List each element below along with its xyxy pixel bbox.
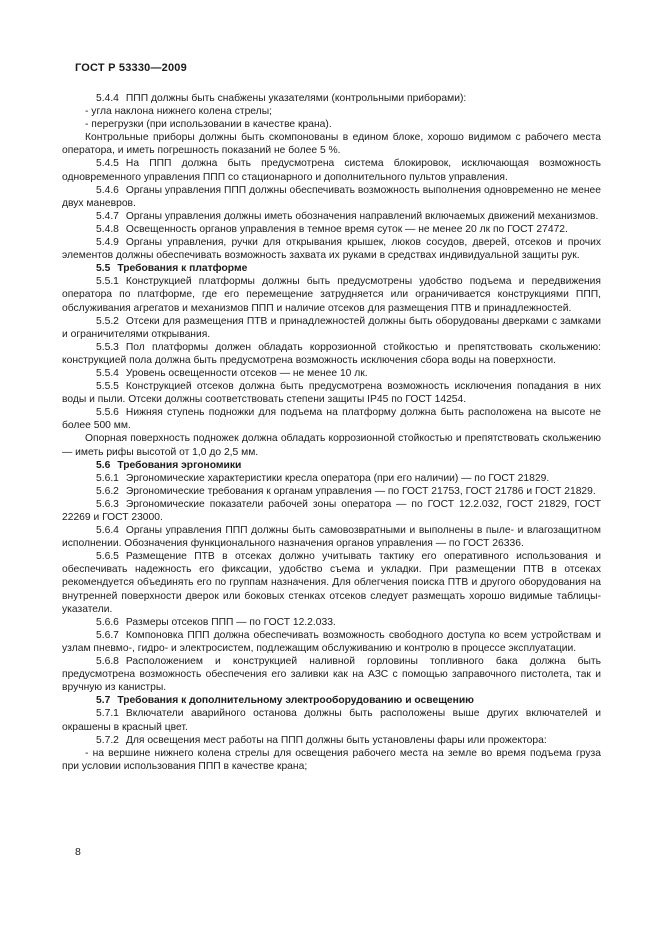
paragraph-text: Требования эргономики: [117, 459, 242, 471]
clause-number: 5.4.4: [96, 93, 119, 104]
paragraph-text: Требования к дополнительному электрооборудованию и освещению: [117, 695, 474, 707]
clause-number: 5.4.9: [96, 237, 119, 249]
paragraph: [62, 236, 601, 262]
clause-number: 5.6.3: [96, 498, 119, 510]
clause-number: 5.6: [96, 459, 111, 471]
paragraph-text: Размещение ПТВ в отсеках должно учитывать тактику его оперативного использования и обеспечивать надежность его фиксации, удобство съема и укладки. При размещении ПТВ в отсеках рекомендуется объединять его по группам назначения. Для облегчения поиска ПТВ и другого оборудования на внутренней поверхности дверок или боковых стенках отсеков следует размещать хорошо видимые таблицы-указатели.: [62, 551, 601, 615]
paragraph-text: Пол платформы должен обладать коррозионной стойкостью и препятствовать скольжению: конструкцией пола должна быть предусмотрена возможность исключения сбора воды на поверхности.: [62, 341, 601, 366]
paragraph: [62, 367, 601, 380]
paragraph-text: Размеры отсеков ППП — по ГОСТ 12.2.033.: [125, 616, 336, 628]
paragraph-text: Конструкцией платформы должны быть предусмотрены удобство подъема и передвижения оператора по платформе, где его перемещение затрудняется или ограничивается конструкциями ППП, обслуживания агрегатов и механизмов ППП и наличие отсеков для размещения ПТВ и принадлежностей.: [62, 276, 601, 314]
paragraph: [62, 105, 601, 118]
paragraph: [62, 655, 601, 694]
clause-number: 5.6.4: [96, 525, 119, 537]
paragraph: [62, 616, 601, 629]
document-body: [62, 92, 601, 773]
paragraph: [62, 485, 601, 498]
paragraph-text: Уровень освещенности отсеков — не менее 10 лк.: [125, 367, 368, 379]
clause-number: 5.6.1: [96, 472, 119, 484]
section-heading: [62, 459, 601, 472]
paragraph-text: Органы управления ППП должны обеспечивать возможность выполнения одновременно не менее двух маневров.: [62, 184, 601, 209]
clause-number: 5.7.1: [96, 708, 119, 720]
paragraph-text: Включатели аварийного останова должны быть расположены выше других включателей и окрашены в красный цвет.: [62, 708, 601, 733]
paragraph: [62, 629, 601, 655]
paragraph: [62, 432, 601, 458]
clause-number: 5.4.8: [96, 223, 119, 235]
paragraph-text: Органы управления ППП должны быть самовозвратными и выполнены в пыле- и влагозащитном исполнении. Обозначения функционального назначения органов управления — по ГОСТ 26336.: [62, 525, 601, 550]
paragraph-text: На ППП должна быть предусмотрена система блокировок, исключающая возможность одновременного управления ППП со стационарного и дополнительного пультов управления.: [62, 158, 601, 183]
clause-number: 5.4.7: [96, 210, 119, 222]
clause-number: 5.4.5: [96, 158, 119, 170]
clause-number: 5.5.6: [96, 407, 119, 419]
paragraph: [62, 275, 601, 314]
section-heading: [62, 262, 601, 275]
paragraph-text: - перегрузки (при использовании в качестве крана).: [85, 119, 332, 131]
clause-number: 5.6.5: [96, 551, 119, 563]
document-header: ГОСТ Р 53330—2009: [75, 62, 187, 74]
clause-number: 5.7.2: [96, 734, 119, 746]
paragraph-text: ППП должны быть снабжены указателями (контрольными приборами):: [125, 93, 467, 104]
clause-number: 5.6.6: [96, 616, 119, 628]
paragraph-text: Компоновка ППП должна обеспечивать возможность свободного доступа ко всем устройствам и узлам пневмо-, гидро- и электросистем, подлежащим обслуживанию и контролю в процессе эксплуатации.: [62, 629, 601, 654]
clause-number: 5.6.7: [96, 629, 119, 641]
paragraph: [62, 707, 601, 733]
paragraph: [62, 210, 601, 223]
page-number: 8: [75, 846, 81, 858]
paragraph-text: Расположением и конструкцией наливной горловины топливного бака должна быть предусмотрена возможность обеспечения его заливки как на АЗС с помощью заправочного пистолета, так и вручную из канистры.: [62, 656, 601, 694]
paragraph: [62, 131, 601, 157]
paragraph: [62, 223, 601, 236]
paragraph: [62, 550, 601, 615]
clause-number: 5.6.2: [96, 485, 119, 497]
paragraph-text: Эргономические характеристики кресла оператора (при его наличии) — по ГОСТ 21829.: [125, 472, 550, 484]
clause-number: 5.5.1: [96, 276, 119, 288]
paragraph-text: Для освещения мест работы на ППП должны быть установлены фары или прожектора:: [125, 734, 547, 746]
paragraph-text: Конструкцией отсеков должна быть предусмотрена возможность исключения попадания в них воды и пыли. Отсеки должны соответствовать степени защиты IP45 по ГОСТ 14254.: [62, 381, 601, 406]
clause-number: 5.5.2: [96, 315, 119, 327]
paragraph: [62, 315, 601, 341]
clause-number: 5.4.6: [96, 184, 119, 196]
paragraph-text: Органы управления, ручки для открывания крышек, люков сосудов, дверей, отсеков и прочих элементов должны обеспечивать возможность захвата их руками в средствах индивидуальной защиты рук.: [62, 237, 601, 262]
paragraph-text: Отсеки для размещения ПТВ и принадлежностей должны быть оборудованы дверками с замками и ограничителями открывания.: [62, 315, 601, 340]
clause-number: 5.5.5: [96, 381, 119, 393]
paragraph-text: Требования к платформе: [117, 263, 248, 275]
paragraph: [62, 341, 601, 367]
clause-number: 5.6.8: [96, 656, 119, 668]
paragraph: [62, 118, 601, 131]
paragraph: [62, 498, 601, 524]
clause-number: 5.5.3: [96, 341, 119, 353]
paragraph: [62, 380, 601, 406]
paragraph: [62, 747, 601, 773]
clause-number: 5.5: [96, 263, 111, 275]
paragraph: [62, 406, 601, 432]
paragraph-text: Контрольные приборы должны быть скомпонованы в едином блоке, хорошо видимом с рабочего места оператора, и иметь погрешность показаний не более 5 %.: [62, 132, 601, 157]
paragraph-text: Нижняя ступень подножки для подъема на платформу должна быть расположена на высоте не более 500 мм.: [62, 407, 601, 432]
paragraph-text: Освещенность органов управления в темное время суток — не менее 20 лк по ГОСТ 27472.: [125, 223, 568, 235]
paragraph: [62, 524, 601, 550]
paragraph-text: Органы управления должны иметь обозначения направлений включаемых движений механизмов.: [125, 210, 599, 222]
paragraph-text: Эргономические требования к органам управления — по ГОСТ 21753, ГОСТ 21786 и ГОСТ 21829.: [125, 485, 596, 497]
paragraph: [62, 157, 601, 183]
paragraph-text: - на вершине нижнего колена стрелы для освещения рабочего места на земле во время подъема груза при условии использования ППП в качестве крана;: [62, 747, 601, 772]
paragraph: [62, 472, 601, 485]
paragraph-text: Опорная поверхность подножек должна обладать коррозионной стойкостью и препятствовать скольжению — иметь рифы высотой от 1,0 до 2,5 мм.: [62, 433, 601, 458]
paragraph: [62, 184, 601, 210]
paragraph-text: Эргономические показатели рабочей зоны оператора — по ГОСТ 12.2.032, ГОСТ 21829, ГОСТ 22269 и ГОСТ 23000.: [62, 498, 601, 523]
clause-number: 5.7: [96, 695, 111, 707]
paragraph: [62, 734, 601, 747]
section-heading: [62, 694, 601, 707]
clause-number: 5.5.4: [96, 367, 119, 379]
paragraph: [62, 92, 601, 105]
paragraph-text: - угла наклона нижнего колена стрелы;: [85, 106, 272, 118]
